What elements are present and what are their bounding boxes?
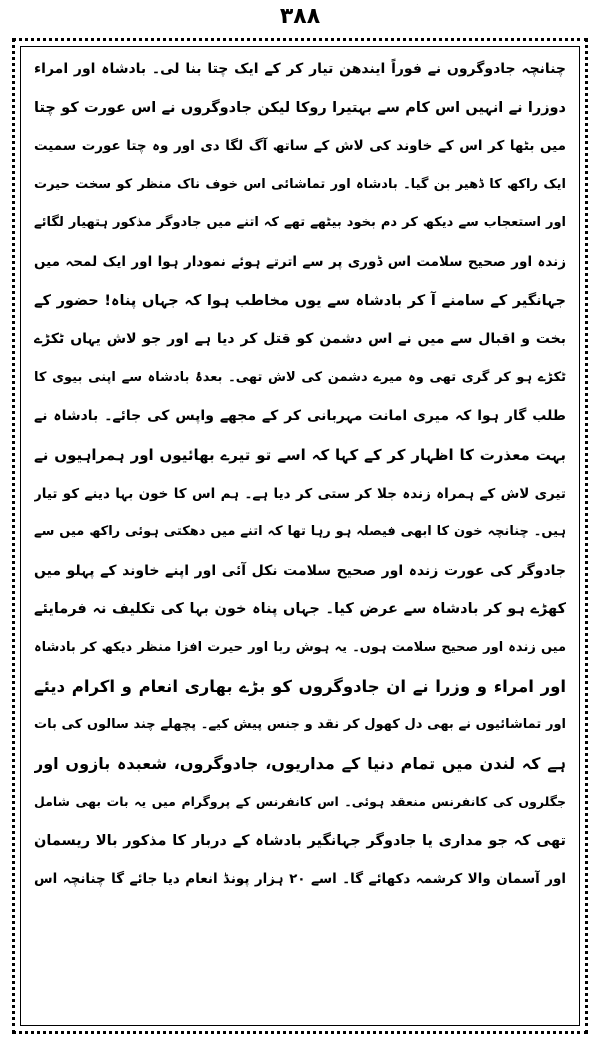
text-line: اور امراء و وزرا نے ان جادوگروں کو بڑے بھاری انعام و اکرام دیئے	[34, 676, 566, 696]
text-line: تھی کہ جو مداری یا جادوگر جہانگیر بادشاہ کے دربار کا مذکور بالا ریسمان	[34, 832, 566, 849]
text-line: جہانگیر کے سامنے آ کر بادشاہ سے یوں مخاطب ہوا کہ جہاں پناہ! حضور کے	[34, 292, 566, 309]
text-line: اور استعجاب سے دیکھ کر دم بخود بیٹھے تھے کہ اتنے میں جادوگر مذکور ہتھیار لگائے	[34, 215, 566, 231]
page-number: ۳۸۸	[279, 4, 321, 29]
text-line: ٹکڑے ہو کر گری تھی وہ میرے دشمن کی لاش تھی۔ بعدۂ بادشاہ سے اپنی بیوی کا	[34, 369, 566, 385]
text-line: اور آسمان والا کرشمہ دکھائے گا۔ اسے ۲۰ ہزار پونڈ انعام دیا جائے گا چنانچہ اس	[34, 871, 566, 888]
text-line: تیری لاش کے ہمراہ زندہ جلا کر ستی کر دیا ہے۔ ہم اس کا خون بہا دینے کو تیار	[34, 485, 566, 502]
text-line: ایک راکھ کا ڈھیر بن گیا۔ بادشاہ اور تماشائی اس خوف ناک منظر کو سخت حیرت	[34, 176, 566, 192]
text-line: دوزرا نے انہیں اس کام سے بہتیرا روکا لیکن جادوگروں نے اس عورت کو چتا	[34, 99, 566, 116]
text-line: بخت و اقبال سے میں نے اس دشمن کو قتل کر دیا ہے اور جو لاش یہاں ٹکڑے	[34, 331, 566, 348]
text-line: اور تماشائیوں نے بھی دل کھول کر نقد و جنس پیش کیے۔ پچھلے چند سالوں کی بات	[34, 717, 566, 733]
text-line: کھڑے ہو کر بادشاہ سے عرض کیا۔ جہاں پناہ خون بہا کی تکلیف نہ فرمایئے	[34, 601, 566, 618]
text-line: ہیں۔ چنانچہ خون کا ابھی فیصلہ ہو رہا تھا کہ اتنے میں دھکتی ہوئی راکھ میں سے	[34, 524, 566, 540]
text-line: جگلروں کی کانفرنس منعقد ہوئی۔ اس کانفرنس کے پروگرام میں یہ بات بھی شامل	[34, 794, 566, 810]
text-line: طلب گار ہوا کہ میری امانت مہربانی کر کے مجھے واپس کی جائے۔ بادشاہ نے	[34, 408, 566, 425]
text-line: جادوگر کی عورت زندہ اور صحیح سلامت نکل آئی اور اپنے خاوند کے پہلو میں	[34, 562, 566, 579]
text-line: چنانچہ جادوگروں نے فوراً ایندھن تیار کر کے ایک چتا بنا لی۔ بادشاہ اور امراء	[34, 61, 566, 77]
text-line: زندہ اور صحیح سلامت اس ڈوری پر سے اترتے ہوئے نمودار ہوا اور ایک لمحہ میں	[34, 253, 566, 270]
text-line: بہت معذرت کا اظہار کر کے کہا کہ اسے تو تیرے بھائیوں اور ہمراہیوں نے	[34, 445, 566, 464]
text-line: میں بٹھا کر اس کے خاوند کی لاش کے ساتھ آگ لگا دی اور وہ چتا عورت سمیت	[34, 138, 566, 155]
body-text	[34, 50, 566, 899]
text-line: میں زندہ اور صحیح سلامت ہوں۔ یہ ہوش ربا اور حیرت افزا منظر دیکھ کر بادشاہ	[34, 639, 566, 655]
text-line: ہے کہ لندن میں تمام دنیا کے مداریوں، جادوگروں، شعبدہ بازوں اور	[34, 753, 566, 773]
